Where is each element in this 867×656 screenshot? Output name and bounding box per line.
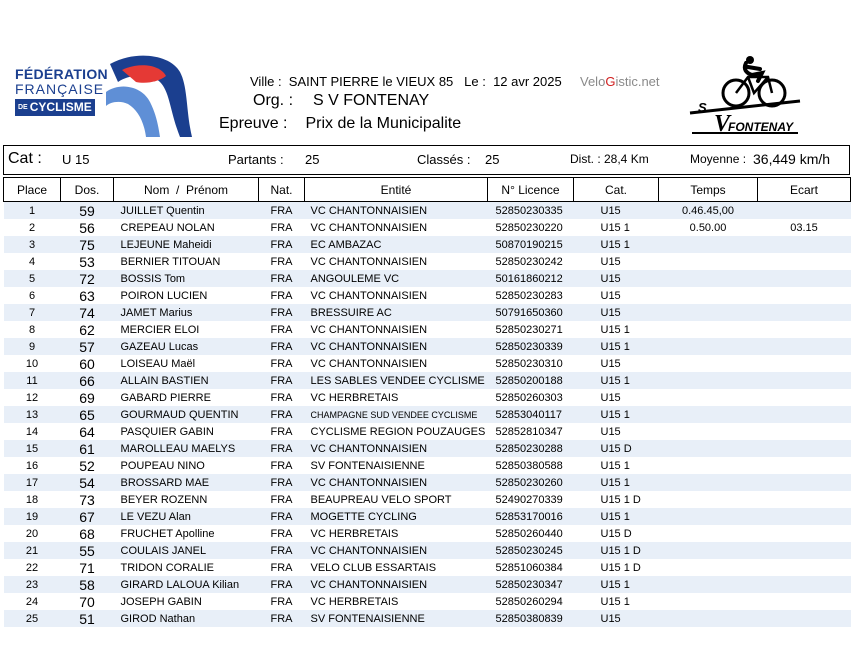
results-table — [3, 177, 851, 627]
ffc-logo-prefix: DE — [18, 104, 28, 112]
cell-name: BOSSIS Tom — [114, 270, 259, 287]
cell-dossard: 75 — [61, 236, 114, 253]
cell-nat: FRA — [259, 236, 305, 253]
cell-entite: VC CHANTONNAISIEN — [305, 202, 488, 220]
cell-licence: 50791650360 — [488, 304, 574, 321]
cell-dossard: 69 — [61, 389, 114, 406]
cell-cat: U15 — [574, 304, 659, 321]
cell-cat: U15 1 — [574, 508, 659, 525]
cell-place: 4 — [4, 253, 61, 270]
cell-dossard: 62 — [61, 321, 114, 338]
cell-ecart — [758, 474, 851, 491]
cell-licence: 52852810347 — [488, 423, 574, 440]
cell-cat: U15 1 — [574, 338, 659, 355]
cell-temps — [659, 508, 758, 525]
sv-logo-v: V — [714, 111, 731, 137]
cell-temps — [659, 338, 758, 355]
cell-cat: U15 D — [574, 440, 659, 457]
cell-dossard: 63 — [61, 287, 114, 304]
col-header-licence: N° Licence — [488, 178, 574, 202]
cell-licence: 52850230220 — [488, 219, 574, 236]
cell-licence: 52853040117 — [488, 406, 574, 423]
cell-licence: 52850230347 — [488, 576, 574, 593]
ffc-logo-line3 — [15, 99, 95, 116]
cell-place: 21 — [4, 542, 61, 559]
table-row — [4, 576, 851, 593]
cell-ecart — [758, 406, 851, 423]
cell-place: 7 — [4, 304, 61, 321]
cell-place: 19 — [4, 508, 61, 525]
cell-temps — [659, 304, 758, 321]
cell-place: 9 — [4, 338, 61, 355]
cyclist-logo-graphic — [688, 55, 828, 140]
cell-entite: VC CHANTONNAISIEN — [305, 321, 488, 338]
cell-nat: FRA — [259, 270, 305, 287]
cell-cat: U15 1 — [574, 576, 659, 593]
cell-name: BROSSARD MAE — [114, 474, 259, 491]
cell-ecart — [758, 202, 851, 220]
cell-licence: 50161860212 — [488, 270, 574, 287]
cell-temps — [659, 542, 758, 559]
category-label: Cat : — [8, 150, 42, 167]
cell-cat: U15 — [574, 287, 659, 304]
cell-entite: VC CHANTONNAISIEN — [305, 576, 488, 593]
cell-cat: U15 1 — [574, 236, 659, 253]
cell-entite: VC CHANTONNAISIEN — [305, 440, 488, 457]
table-row — [4, 219, 851, 236]
cell-dossard: 66 — [61, 372, 114, 389]
cell-dossard: 72 — [61, 270, 114, 287]
cell-name: LE VEZU Alan — [114, 508, 259, 525]
brand-prefix: Velo — [580, 74, 606, 89]
cell-cat: U15 1 — [574, 406, 659, 423]
cell-name: JOSEPH GABIN — [114, 593, 259, 610]
cell-temps — [659, 491, 758, 508]
partants-value: 25 — [305, 152, 320, 167]
table-row — [4, 559, 851, 576]
cell-entite: VC CHANTONNAISIEN — [305, 338, 488, 355]
cell-entite: VC HERBRETAIS — [305, 389, 488, 406]
col-header-place: Place — [4, 178, 61, 202]
cell-licence: 52850200188 — [488, 372, 574, 389]
col-header-name: Nom / Prénom — [114, 178, 259, 202]
cell-cat: U15 — [574, 202, 659, 220]
cell-temps — [659, 287, 758, 304]
cell-ecart — [758, 389, 851, 406]
cell-ecart — [758, 321, 851, 338]
cell-name: GAZEAU Lucas — [114, 338, 259, 355]
cell-nat: FRA — [259, 253, 305, 270]
classes-value: 25 — [485, 152, 500, 167]
cell-nat: FRA — [259, 542, 305, 559]
cell-licence: 52850260440 — [488, 525, 574, 542]
cell-name: MERCIER ELOI — [114, 321, 259, 338]
col-header-dossard: Dos. — [61, 178, 114, 202]
cell-ecart — [758, 457, 851, 474]
cell-name: POIRON LUCIEN — [114, 287, 259, 304]
cell-ecart — [758, 236, 851, 253]
classes-label: Classés : — [417, 152, 471, 167]
cell-cat: U15 1 D — [574, 559, 659, 576]
cell-ecart — [758, 542, 851, 559]
cell-nat: FRA — [259, 304, 305, 321]
cell-entite: LES SABLES VENDEE CYCLISME — [305, 372, 488, 389]
table-row — [4, 474, 851, 491]
velogistic-brand — [580, 74, 660, 89]
cell-place: 1 — [4, 202, 61, 220]
cell-ecart — [758, 423, 851, 440]
cell-ecart — [758, 304, 851, 321]
cell-dossard: 74 — [61, 304, 114, 321]
cell-licence: 50870190215 — [488, 236, 574, 253]
cell-ecart — [758, 287, 851, 304]
cell-cat: U15 1 — [574, 219, 659, 236]
cell-licence: 52853170016 — [488, 508, 574, 525]
table-row — [4, 253, 851, 270]
table-header-row — [4, 178, 851, 202]
cell-place: 12 — [4, 389, 61, 406]
cell-ecart — [758, 593, 851, 610]
cell-licence: 52851060384 — [488, 559, 574, 576]
cell-temps — [659, 355, 758, 372]
ffc-logo-text — [15, 67, 108, 116]
results-body — [4, 202, 851, 628]
ville-value: SAINT PIERRE le VIEUX 85 — [288, 74, 454, 89]
cell-name: GOURMAUD QUENTIN — [114, 406, 259, 423]
cell-ecart: 03.15 — [758, 219, 851, 236]
cell-entite: CHAMPAGNE SUD VENDEE CYCLISME — [305, 406, 488, 423]
cell-place: 20 — [4, 525, 61, 542]
table-row — [4, 525, 851, 542]
cell-temps — [659, 372, 758, 389]
cell-entite: VC CHANTONNAISIEN — [305, 253, 488, 270]
cell-name: CREPEAU NOLAN — [114, 219, 259, 236]
cell-nat: FRA — [259, 202, 305, 220]
cell-licence: 52850230310 — [488, 355, 574, 372]
cell-dossard: 53 — [61, 253, 114, 270]
cell-place: 17 — [4, 474, 61, 491]
cell-ecart — [758, 491, 851, 508]
table-row — [4, 321, 851, 338]
cell-place: 5 — [4, 270, 61, 287]
cell-nat: FRA — [259, 474, 305, 491]
header-organizer — [253, 92, 429, 110]
cell-place: 22 — [4, 559, 61, 576]
cell-nat: FRA — [259, 372, 305, 389]
cell-cat: U15 1 — [574, 321, 659, 338]
ffc-logo-line1: FÉDÉRATION — [15, 66, 108, 82]
cell-dossard: 71 — [61, 559, 114, 576]
cell-name: ALLAIN BASTIEN — [114, 372, 259, 389]
cell-nat: FRA — [259, 389, 305, 406]
epreuve-label: Epreuve : — [219, 115, 288, 132]
cell-entite: VC CHANTONNAISIEN — [305, 355, 488, 372]
cell-temps — [659, 406, 758, 423]
cell-name: LEJEUNE Maheidi — [114, 236, 259, 253]
brand-g: G — [605, 74, 616, 89]
cell-licence: 52850230335 — [488, 202, 574, 220]
cell-name: POUPEAU NINO — [114, 457, 259, 474]
cell-nat: FRA — [259, 508, 305, 525]
col-header-entite: Entité — [305, 178, 488, 202]
partants-label: Partants : — [228, 152, 284, 167]
cell-cat: U15 1 D — [574, 491, 659, 508]
table-row — [4, 457, 851, 474]
cell-name: BEYER ROZENN — [114, 491, 259, 508]
race-info-bar — [3, 145, 850, 175]
cell-dossard: 60 — [61, 355, 114, 372]
cell-temps — [659, 593, 758, 610]
table-row — [4, 304, 851, 321]
cell-ecart — [758, 576, 851, 593]
table-row — [4, 202, 851, 220]
cell-temps — [659, 610, 758, 627]
cell-licence: 52850260303 — [488, 389, 574, 406]
cell-ecart — [758, 508, 851, 525]
table-row — [4, 491, 851, 508]
cell-dossard: 59 — [61, 202, 114, 220]
cell-temps: 0.46.45,00 — [659, 202, 758, 220]
cell-name: PASQUIER GABIN — [114, 423, 259, 440]
col-header-nat: Nat. — [259, 178, 305, 202]
cell-nat: FRA — [259, 576, 305, 593]
cell-licence: 52490270339 — [488, 491, 574, 508]
cell-nat: FRA — [259, 559, 305, 576]
cell-dossard: 58 — [61, 576, 114, 593]
cell-place: 23 — [4, 576, 61, 593]
cell-dossard: 64 — [61, 423, 114, 440]
cell-temps — [659, 389, 758, 406]
cell-place: 11 — [4, 372, 61, 389]
cell-licence: 52850230288 — [488, 440, 574, 457]
cell-licence: 52850230271 — [488, 321, 574, 338]
table-row — [4, 355, 851, 372]
cell-place: 6 — [4, 287, 61, 304]
cell-entite: VC CHANTONNAISIEN — [305, 542, 488, 559]
cell-name: BERNIER TITOUAN — [114, 253, 259, 270]
cell-place: 16 — [4, 457, 61, 474]
cell-nat: FRA — [259, 338, 305, 355]
cell-entite: SV FONTENAISIENNE — [305, 457, 488, 474]
cell-ecart — [758, 559, 851, 576]
cell-dossard: 54 — [61, 474, 114, 491]
cell-temps — [659, 236, 758, 253]
cell-temps — [659, 474, 758, 491]
cell-entite: BEAUPREAU VELO SPORT — [305, 491, 488, 508]
cell-cat: U15 1 — [574, 593, 659, 610]
cell-temps — [659, 423, 758, 440]
ffc-logo-cyclisme: CYCLISME — [29, 100, 92, 114]
cell-entite: CYCLISME REGION POUZAUGES — [305, 423, 488, 440]
cell-dossard: 51 — [61, 610, 114, 627]
epreuve-value: Prix de la Municipalite — [305, 115, 462, 132]
cell-temps — [659, 321, 758, 338]
table-row — [4, 423, 851, 440]
cell-nat: FRA — [259, 457, 305, 474]
cell-licence: 52850380588 — [488, 457, 574, 474]
sv-logo-s: S. — [698, 100, 711, 115]
cell-temps — [659, 576, 758, 593]
cell-place: 2 — [4, 219, 61, 236]
col-header-cat: Cat. — [574, 178, 659, 202]
cell-licence: 52850230339 — [488, 338, 574, 355]
table-row — [4, 593, 851, 610]
cell-entite: VC CHANTONNAISIEN — [305, 474, 488, 491]
cell-ecart — [758, 440, 851, 457]
category-value: U 15 — [62, 152, 90, 167]
cell-name: FRUCHET Apolline — [114, 525, 259, 542]
cell-ecart — [758, 610, 851, 627]
sv-fontenay-logo — [688, 55, 828, 140]
cell-dossard: 70 — [61, 593, 114, 610]
cell-dossard: 56 — [61, 219, 114, 236]
cell-place: 3 — [4, 236, 61, 253]
cell-nat: FRA — [259, 355, 305, 372]
cell-ecart — [758, 355, 851, 372]
cell-cat: U15 1 — [574, 372, 659, 389]
table-row — [4, 610, 851, 627]
cell-entite: MOGETTE CYCLING — [305, 508, 488, 525]
cell-name: GABARD PIERRE — [114, 389, 259, 406]
header-event — [219, 115, 461, 133]
cell-entite: BRESSUIRE AC — [305, 304, 488, 321]
cell-nat: FRA — [259, 525, 305, 542]
cell-entite: VC CHANTONNAISIEN — [305, 219, 488, 236]
cell-name: LOISEAU Maël — [114, 355, 259, 372]
cell-nat: FRA — [259, 287, 305, 304]
cell-ecart — [758, 270, 851, 287]
cell-nat: FRA — [259, 219, 305, 236]
ffc-logo — [10, 52, 195, 142]
cell-entite: VC CHANTONNAISIEN — [305, 287, 488, 304]
cell-temps: 0.50.00 — [659, 219, 758, 236]
cell-dossard: 55 — [61, 542, 114, 559]
table-row — [4, 389, 851, 406]
cell-ecart — [758, 253, 851, 270]
table-row — [4, 440, 851, 457]
cell-name: TRIDON CORALIE — [114, 559, 259, 576]
cell-name: GIRARD LALOUA Kilian — [114, 576, 259, 593]
cell-name: GIROD Nathan — [114, 610, 259, 627]
cell-entite: SV FONTENAISIENNE — [305, 610, 488, 627]
col-header-temps: Temps — [659, 178, 758, 202]
cell-entite: VC HERBRETAIS — [305, 593, 488, 610]
cell-cat: U15 — [574, 610, 659, 627]
cell-temps — [659, 270, 758, 287]
date-value: 12 avr 2025 — [493, 74, 562, 89]
brand-suffix: istic.net — [615, 74, 660, 89]
cell-dossard: 61 — [61, 440, 114, 457]
cell-dossard: 67 — [61, 508, 114, 525]
cell-entite: VC HERBRETAIS — [305, 525, 488, 542]
ffc-logo-line2: FRANÇAISE — [15, 81, 105, 97]
cell-nat: FRA — [259, 406, 305, 423]
cell-dossard: 73 — [61, 491, 114, 508]
cell-name: JUILLET Quentin — [114, 202, 259, 220]
date-label: Le : — [464, 74, 486, 89]
cell-temps — [659, 525, 758, 542]
col-header-ecart: Ecart — [758, 178, 851, 202]
cell-dossard: 57 — [61, 338, 114, 355]
table-row — [4, 287, 851, 304]
table-row — [4, 542, 851, 559]
cell-temps — [659, 440, 758, 457]
cell-name: MAROLLEAU MAELYS — [114, 440, 259, 457]
sv-logo-name: FONTENAY — [728, 120, 794, 134]
cell-cat: U15 D — [574, 525, 659, 542]
cell-licence: 52850230245 — [488, 542, 574, 559]
cell-cat: U15 — [574, 423, 659, 440]
cell-name: COULAIS JANEL — [114, 542, 259, 559]
cell-entite: ANGOULEME VC — [305, 270, 488, 287]
cell-licence: 52850260294 — [488, 593, 574, 610]
table-row — [4, 270, 851, 287]
cell-dossard: 65 — [61, 406, 114, 423]
cell-place: 18 — [4, 491, 61, 508]
cell-name: JAMET Marius — [114, 304, 259, 321]
cell-place: 8 — [4, 321, 61, 338]
cell-nat: FRA — [259, 610, 305, 627]
cell-cat: U15 — [574, 355, 659, 372]
cell-place: 13 — [4, 406, 61, 423]
cell-nat: FRA — [259, 423, 305, 440]
ville-label: Ville : — [250, 74, 282, 89]
cell-temps — [659, 559, 758, 576]
cell-place: 14 — [4, 423, 61, 440]
cell-nat: FRA — [259, 440, 305, 457]
cell-place: 24 — [4, 593, 61, 610]
cell-nat: FRA — [259, 491, 305, 508]
cell-licence: 52850230260 — [488, 474, 574, 491]
cell-licence: 52850380839 — [488, 610, 574, 627]
cell-temps — [659, 253, 758, 270]
cell-place: 15 — [4, 440, 61, 457]
distance: Dist. : 28,4 Km — [570, 152, 649, 166]
cell-cat: U15 1 — [574, 474, 659, 491]
cell-entite: VELO CLUB ESSARTAIS — [305, 559, 488, 576]
cell-nat: FRA — [259, 593, 305, 610]
moyenne-value: 36,449 km/h — [753, 151, 831, 167]
cell-entite: EC AMBAZAC — [305, 236, 488, 253]
cell-nat: FRA — [259, 321, 305, 338]
cell-licence: 52850230283 — [488, 287, 574, 304]
cell-cat: U15 1 — [574, 457, 659, 474]
table-row — [4, 406, 851, 423]
cell-ecart — [758, 372, 851, 389]
cell-licence: 52850230242 — [488, 253, 574, 270]
moyenne-label: Moyenne : — [690, 152, 747, 166]
cell-ecart — [758, 338, 851, 355]
org-label: Org. : — [253, 92, 294, 109]
cell-place: 10 — [4, 355, 61, 372]
cell-ecart — [758, 525, 851, 542]
cell-cat: U15 — [574, 389, 659, 406]
cell-temps — [659, 457, 758, 474]
cell-place: 25 — [4, 610, 61, 627]
table-row — [4, 338, 851, 355]
table-row — [4, 508, 851, 525]
table-row — [4, 372, 851, 389]
header-location-date — [250, 74, 562, 89]
table-row — [4, 236, 851, 253]
cell-dossard: 52 — [61, 457, 114, 474]
org-value: S V FONTENAY — [313, 92, 430, 109]
cell-cat: U15 1 D — [574, 542, 659, 559]
cell-cat: U15 — [574, 253, 659, 270]
cell-cat: U15 — [574, 270, 659, 287]
cell-dossard: 68 — [61, 525, 114, 542]
